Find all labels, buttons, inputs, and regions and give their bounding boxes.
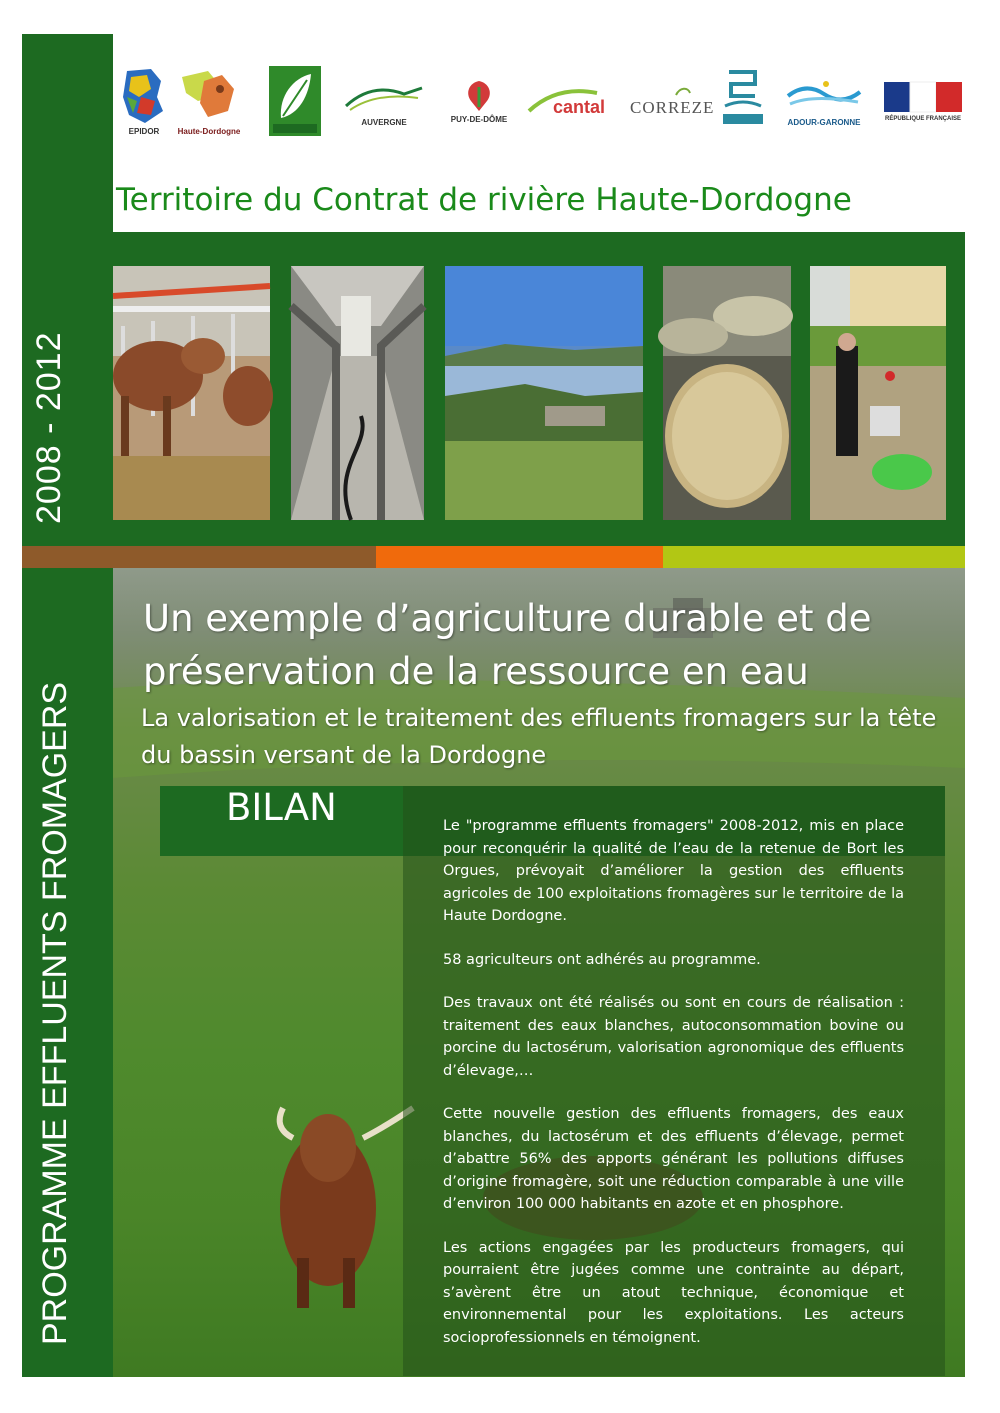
- paragraph: Le "programme effluents fromagers" 2008-2012, mis en place pour reconquérir la qualité de l’eau de la retenue de Bort les Orgues, prévoyait d’améliorer la gestion des effluents agricoles de 100 exploitations fromagères sur le territoire de la Haute Dordogne.: [443, 818, 904, 924]
- cantal-logo: [526, 60, 616, 142]
- headline: Un exemple d’agriculture durable et de préservation de la ressource en eau: [143, 597, 872, 693]
- photo-strip: [113, 232, 965, 546]
- color-bar-lime: [663, 546, 965, 568]
- republique-francaise-logo: RÉPUBLIQUE FRANÇAISE: [880, 60, 966, 142]
- color-divider-bar: [22, 546, 965, 568]
- correze-text: CORREZE: [630, 98, 715, 117]
- epidor-logo: EPIDOR: [118, 60, 170, 142]
- program-title: PROGRAMME EFFLUENTS FROMAGERS: [36, 681, 74, 1345]
- paragraph: 58 agriculteurs ont adhérés au programme.: [443, 951, 761, 968]
- partner-logos: [118, 60, 968, 150]
- years-label: 2008 - 2012: [30, 331, 68, 524]
- paragraph: Les actions engagées par les producteurs fromagers, qui pourraient être jugées comme une contrainte au départ, s’avèrent être un atout technique, économique et environnemental pour les exploitations. Les acteurs socioprofessionnels en témoignent.: [443, 1239, 904, 1346]
- paragraph: Des travaux ont été réalisés ou sont en cours de réalisation : traitement des eaux blanches, autoconsommation bovine ou porcine du lactosérum, valorisation agronomique des effluents d’élevage,…: [443, 995, 904, 1079]
- cows-barn-photo: [113, 266, 270, 520]
- color-bar-orange: [376, 546, 663, 568]
- subheadline: La valorisation et le traitement des effluents fromagers sur la tête du bassin versant de la Dordogne: [141, 704, 937, 769]
- summary-body: [443, 815, 904, 1370]
- color-bar-brown: [22, 546, 376, 568]
- cheese-wheel-photo: [663, 266, 791, 520]
- puy-de-dome-logo: PUY-DE-DÔME: [444, 60, 514, 142]
- limousin-logo: [268, 60, 322, 142]
- auvergne-logo: AUVERGNE: [340, 60, 428, 142]
- adour-garonne-logo: ADOUR-GARONNE: [784, 60, 864, 142]
- bilan-heading: BILAN: [226, 786, 337, 829]
- paragraph: Cette nouvelle gestion des effluents fromagers, des eaux blanches, du lactosérum et des effluents d’élevage, permet d’abattre 56% des apports générant les pollutions diffuses d’origine fromagère, soit une réduction comparable à une ville d’environ 100 000 habitants en azote et en phosphore.: [443, 1106, 904, 1212]
- territory-title: Territoire du Contrat de rivière Haute-Dordogne: [116, 182, 852, 218]
- farmer-equipment-photo: [810, 266, 946, 520]
- lake-landscape-photo: [445, 266, 643, 520]
- haute-dordogne-logo: Haute-Dordogne: [176, 60, 242, 142]
- cantal-text: cantal: [553, 97, 606, 117]
- correze-logo: [628, 60, 715, 142]
- cow-foreground: [280, 1108, 413, 1308]
- milking-parlour-photo: [291, 266, 424, 520]
- la-creuse-logo: [718, 60, 768, 142]
